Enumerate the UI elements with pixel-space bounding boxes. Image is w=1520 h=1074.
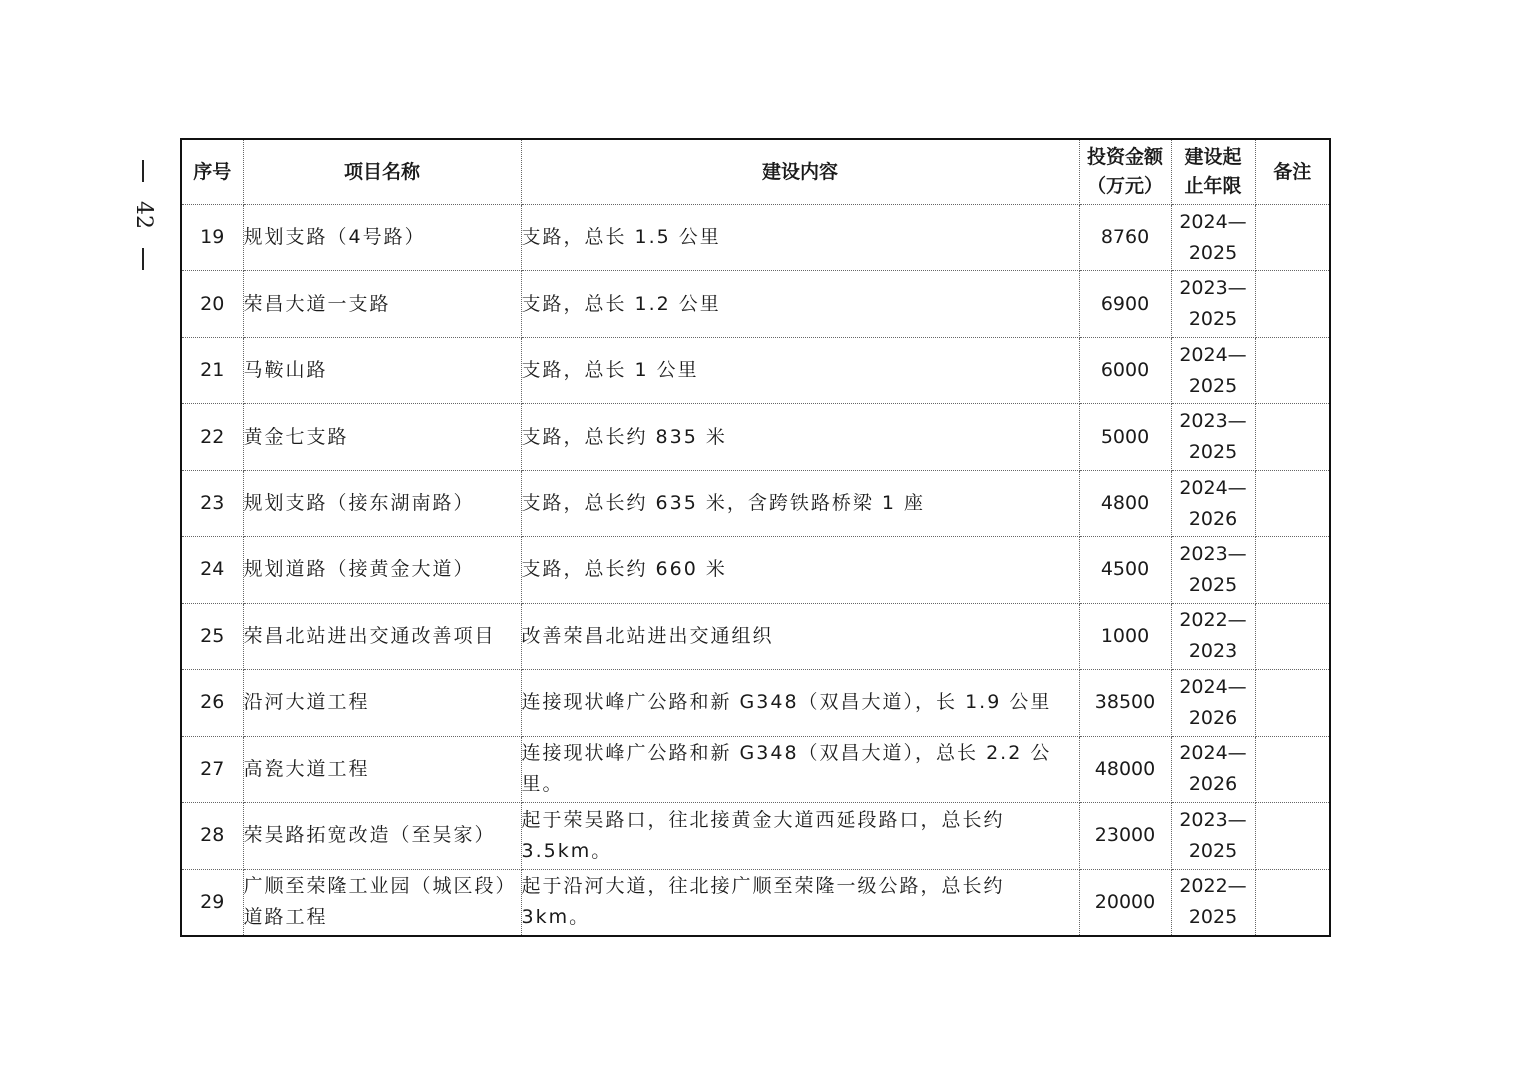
cell-period [1171, 803, 1255, 869]
cell-no: 20 [181, 271, 243, 337]
cell-no: 22 [181, 404, 243, 470]
cell-no: 29 [181, 869, 243, 936]
header-amount [1079, 139, 1171, 205]
table-row [181, 271, 1330, 337]
cell-content: 支路，总长 1.5 公里 [521, 205, 1079, 271]
page-number-dash-top [142, 160, 144, 182]
header-amount-line2: （万元） [1086, 175, 1163, 197]
cell-note [1255, 470, 1330, 536]
table-row [181, 205, 1330, 271]
cell-note [1255, 670, 1330, 736]
period-end: 2025 [1188, 906, 1238, 929]
period-start: 2024— [1179, 343, 1247, 366]
cell-note [1255, 736, 1330, 802]
cell-period [1171, 271, 1255, 337]
cell-period [1171, 603, 1255, 669]
cell-content: 支路，总长 1 公里 [521, 337, 1079, 403]
table-body [181, 205, 1330, 937]
cell-period [1171, 404, 1255, 470]
cell-amount: 4800 [1079, 470, 1171, 536]
period-end: 2025 [1188, 573, 1238, 596]
header-name: 项目名称 [243, 139, 521, 205]
period-end: 2026 [1188, 507, 1238, 530]
period-end: 2026 [1188, 773, 1238, 796]
cell-note [1255, 537, 1330, 603]
table-row [181, 869, 1330, 936]
cell-period [1171, 470, 1255, 536]
cell-name: 荣昌北站进出交通改善项目 [243, 603, 521, 669]
cell-note [1255, 337, 1330, 403]
cell-name: 规划道路（接黄金大道） [243, 537, 521, 603]
period-start: 2022— [1179, 609, 1247, 632]
cell-name: 马鞍山路 [243, 337, 521, 403]
table-row [181, 603, 1330, 669]
header-content: 建设内容 [521, 139, 1079, 205]
cell-name: 广顺至荣隆工业园（城区段）道路工程 [243, 869, 521, 936]
cell-note [1255, 271, 1330, 337]
cell-name: 沿河大道工程 [243, 670, 521, 736]
cell-note [1255, 404, 1330, 470]
cell-period [1171, 537, 1255, 603]
page-number [128, 160, 158, 270]
cell-content: 连接现状峰广公路和新 G348（双昌大道），长 1.9 公里 [521, 670, 1079, 736]
cell-no: 23 [181, 470, 243, 536]
cell-amount: 6000 [1079, 337, 1171, 403]
header-period-line1: 建设起 [1184, 146, 1242, 168]
period-start: 2023— [1179, 808, 1247, 831]
cell-no: 28 [181, 803, 243, 869]
table-row [181, 470, 1330, 536]
cell-period [1171, 205, 1255, 271]
cell-amount: 38500 [1079, 670, 1171, 736]
cell-no: 27 [181, 736, 243, 802]
cell-content: 起于荣吴路口，往北接黄金大道西延段路口，总长约 3.5km。 [521, 803, 1079, 869]
cell-no: 21 [181, 337, 243, 403]
table-header-row [181, 139, 1330, 205]
cell-content: 连接现状峰广公路和新 G348（双昌大道），总长 2.2 公里。 [521, 736, 1079, 802]
period-end: 2023 [1188, 640, 1238, 663]
cell-amount: 5000 [1079, 404, 1171, 470]
table-row [181, 803, 1330, 869]
period-start: 2022— [1179, 875, 1247, 898]
period-end: 2025 [1188, 241, 1238, 264]
cell-period [1171, 869, 1255, 936]
cell-content: 支路，总长约 660 米 [521, 537, 1079, 603]
period-start: 2023— [1179, 410, 1247, 433]
period-end: 2025 [1188, 441, 1238, 464]
cell-note [1255, 803, 1330, 869]
table-row [181, 670, 1330, 736]
cell-name: 荣吴路拓宽改造（至吴家） [243, 803, 521, 869]
period-start: 2024— [1179, 742, 1247, 765]
cell-amount: 1000 [1079, 603, 1171, 669]
page-number-dash-bottom [142, 248, 144, 270]
table-row [181, 404, 1330, 470]
cell-amount: 20000 [1079, 869, 1171, 936]
table-row [181, 736, 1330, 802]
cell-no: 25 [181, 603, 243, 669]
cell-amount: 4500 [1079, 537, 1171, 603]
cell-no: 26 [181, 670, 243, 736]
cell-no: 24 [181, 537, 243, 603]
period-end: 2025 [1188, 374, 1238, 397]
cell-name: 黄金七支路 [243, 404, 521, 470]
period-start: 2024— [1179, 476, 1247, 499]
cell-content: 改善荣昌北站进出交通组织 [521, 603, 1079, 669]
cell-period [1171, 337, 1255, 403]
cell-no: 19 [181, 205, 243, 271]
period-end: 2025 [1188, 839, 1238, 862]
cell-name: 规划支路（接东湖南路） [243, 470, 521, 536]
cell-amount: 8760 [1079, 205, 1171, 271]
cell-period [1171, 670, 1255, 736]
cell-name: 规划支路（4号路） [243, 205, 521, 271]
table-row [181, 537, 1330, 603]
cell-name: 荣昌大道一支路 [243, 271, 521, 337]
cell-amount: 23000 [1079, 803, 1171, 869]
header-no: 序号 [181, 139, 243, 205]
cell-content: 起于沿河大道，往北接广顺至荣隆一级公路，总长约 3km。 [521, 869, 1079, 936]
header-note: 备注 [1255, 139, 1330, 205]
table-row [181, 337, 1330, 403]
period-start: 2024— [1179, 210, 1247, 233]
cell-amount: 48000 [1079, 736, 1171, 802]
cell-note [1255, 869, 1330, 936]
cell-name: 高瓷大道工程 [243, 736, 521, 802]
cell-period [1171, 736, 1255, 802]
cell-content: 支路，总长 1.2 公里 [521, 271, 1079, 337]
page-number-text: 42 [131, 201, 156, 229]
period-start: 2023— [1179, 542, 1247, 565]
project-table [180, 138, 1331, 937]
period-start: 2024— [1179, 675, 1247, 698]
header-amount-line1: 投资金额 [1086, 146, 1163, 168]
cell-content: 支路，总长约 835 米 [521, 404, 1079, 470]
cell-note [1255, 205, 1330, 271]
header-period [1171, 139, 1255, 205]
period-start: 2023— [1179, 277, 1247, 300]
cell-note [1255, 603, 1330, 669]
header-period-line2: 止年限 [1184, 175, 1242, 197]
period-end: 2025 [1188, 308, 1238, 331]
cell-content: 支路，总长约 635 米，含跨铁路桥梁 1 座 [521, 470, 1079, 536]
period-end: 2026 [1188, 706, 1238, 729]
cell-amount: 6900 [1079, 271, 1171, 337]
